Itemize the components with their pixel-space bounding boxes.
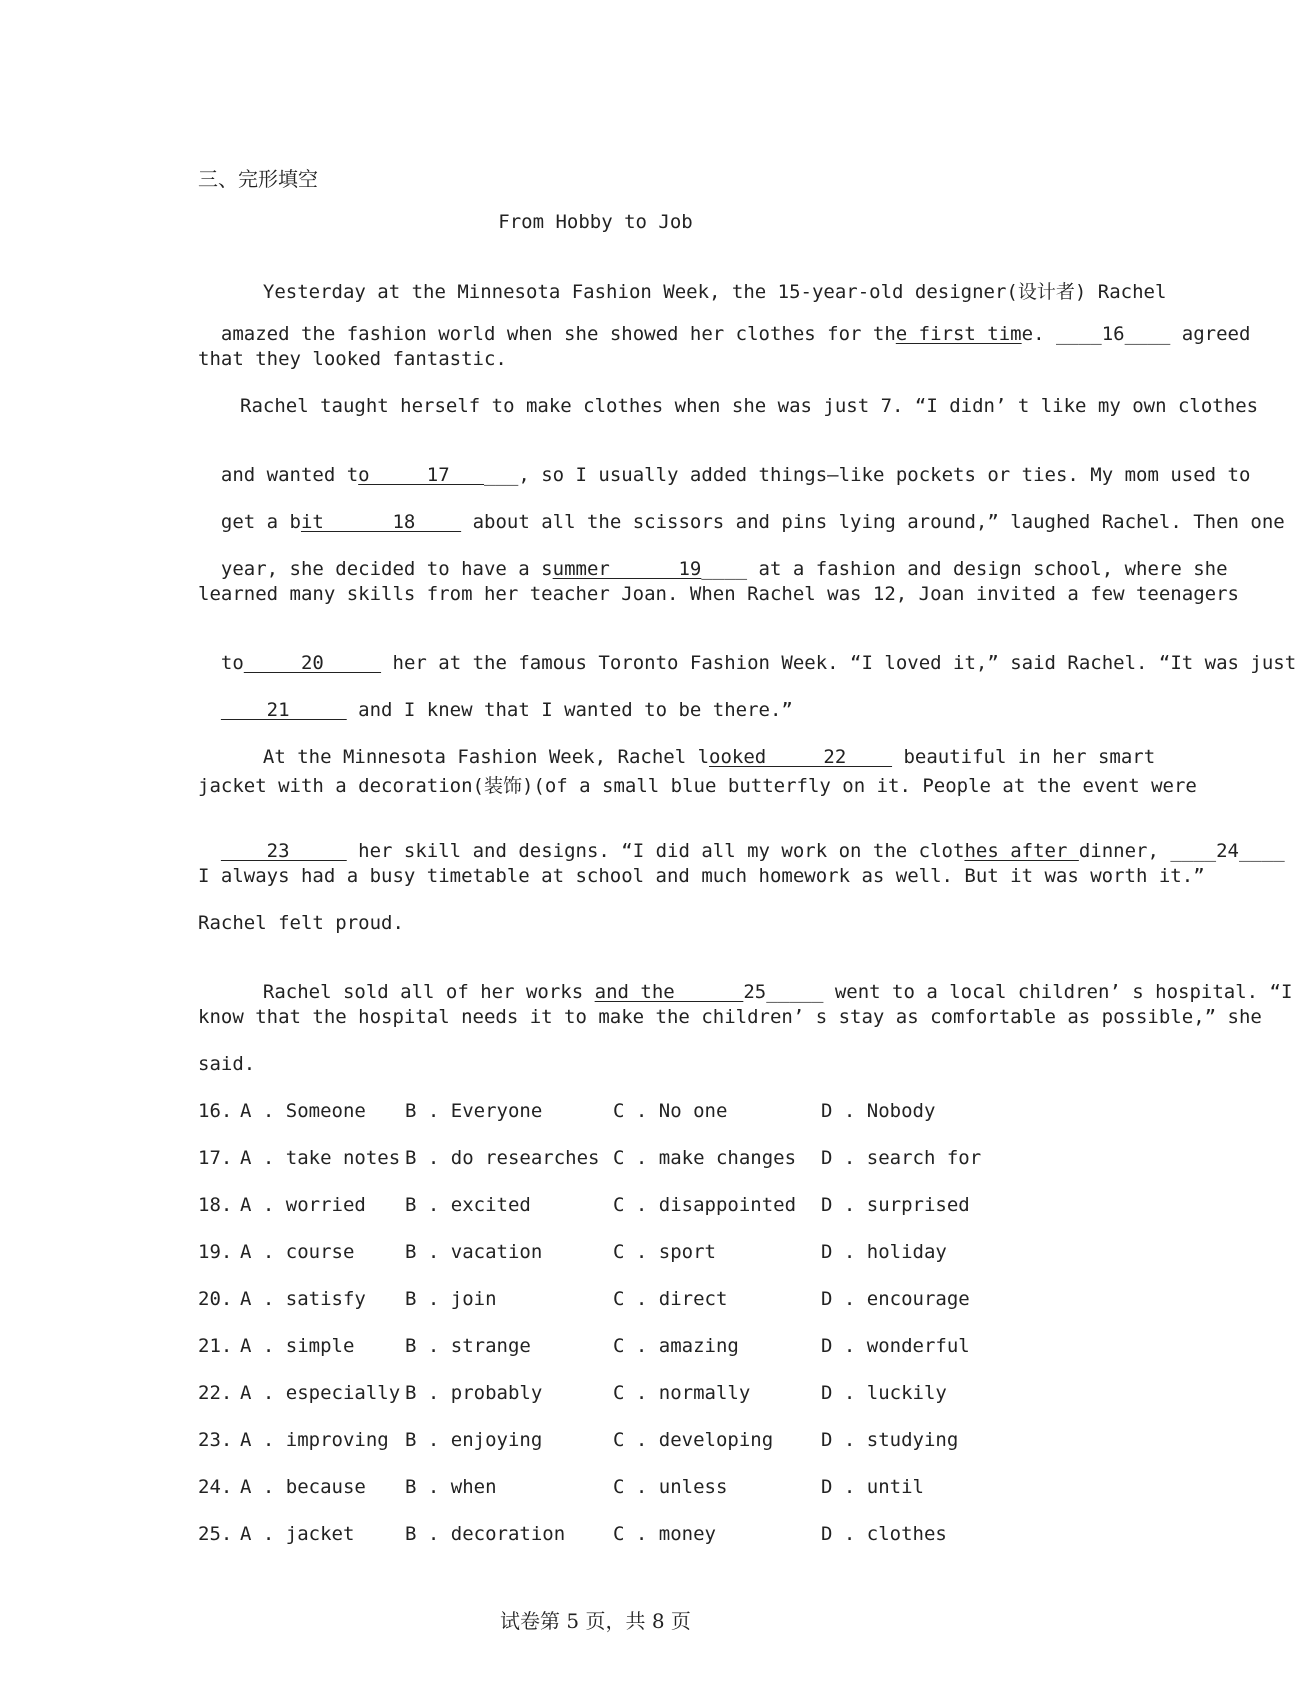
p1-line-2-text: amazed the fashion world when she showed her clothes for th <box>220 323 896 345</box>
page-footer: 试卷第 5 页，共 8 页 <box>500 1609 691 1633</box>
p4-line-1-text-b: 25_____ went to a local children’ s hospital. “I <box>743 981 1293 1003</box>
option-b: B . decoration <box>405 1523 566 1545</box>
passage-title: From Hobby to Job <box>498 211 693 233</box>
blank-24: ____24____ <box>1170 840 1285 862</box>
option-a: A . because <box>240 1476 366 1498</box>
p4-line-3: said. <box>198 1053 256 1075</box>
option-c: C . developing <box>613 1429 774 1451</box>
option-d: D . holiday <box>821 1241 947 1263</box>
question-number: 24. <box>198 1476 233 1498</box>
p2-line-6-text-b: her at the famous Toronto Fashion Week. “I loved it,” said Rachel. “It was just <box>381 652 1296 674</box>
question-row <box>198 1335 970 1382</box>
p2-line-7-text: and I knew that I wanted to be there.” <box>346 699 793 721</box>
p3-line-3-text-b: dinner, <box>1078 840 1171 862</box>
p1-line-3: that they looked fantastic. <box>198 348 507 370</box>
option-b: B . when <box>405 1476 497 1498</box>
option-a: A . worried <box>240 1194 366 1216</box>
p2-line-6 <box>198 630 1296 674</box>
question-number: 18. <box>198 1194 233 1216</box>
option-b: B . Everyone <box>405 1100 543 1122</box>
option-c: C . unless <box>613 1476 728 1498</box>
p2-line-5: learned many skills from her teacher Joan. When Rachel was 12, Joan invited a few teenagers <box>198 583 1239 605</box>
p2-line-4-text: year, she decided to have a s <box>220 558 553 580</box>
question-number: 21. <box>198 1335 233 1357</box>
question-row <box>198 1523 947 1570</box>
p4-line-1-text: Rachel sold all of her works <box>262 981 595 1003</box>
option-b: B . vacation <box>405 1241 543 1263</box>
blank-17: o 17 <box>358 464 485 486</box>
p1-line-2-text-c: agreed <box>1170 323 1251 345</box>
question-number: 23. <box>198 1429 233 1451</box>
p1-line-2 <box>198 301 1250 345</box>
option-c: C . No one <box>613 1100 728 1122</box>
option-d: D . until <box>821 1476 924 1498</box>
p3-underlined-text: hes after <box>964 840 1079 862</box>
blank-20: 20 <box>243 652 382 674</box>
option-d: D . luckily <box>821 1382 947 1404</box>
option-d: D . clothes <box>821 1523 947 1545</box>
option-c: C . direct <box>613 1288 728 1310</box>
option-b: B . enjoying <box>405 1429 543 1451</box>
p2-line-3-text-b: about all the scissors and pins lying around,” laughed Rachel. Then one <box>461 511 1285 533</box>
p3-line-1 <box>240 724 1155 768</box>
p1-underlined-text: e first tim <box>895 323 1022 345</box>
p2-line-2-text: and wanted t <box>220 464 359 486</box>
option-b: B . excited <box>405 1194 531 1216</box>
question-number: 19. <box>198 1241 233 1263</box>
p3-line-1-text: At the Minnesota Fashion Week, Rachel l <box>262 746 710 768</box>
question-row <box>198 1288 970 1335</box>
option-a: A . especially <box>240 1382 401 1404</box>
p2-line-1: Rachel taught herself to make clothes when she was just 7. “I didn’ t like my own clothes <box>240 395 1259 417</box>
option-a: A . improving <box>240 1429 389 1451</box>
p2-line-4-text-b: ____ at a fashion and design school, where she <box>701 558 1228 580</box>
question-row <box>198 1476 924 1523</box>
p2-line-7 <box>198 677 793 721</box>
p2-line-3 <box>198 489 1285 533</box>
option-a: A . satisfy <box>240 1288 366 1310</box>
option-b: B . probably <box>405 1382 543 1404</box>
option-a: A . Someone <box>240 1100 366 1122</box>
question-number: 20. <box>198 1288 233 1310</box>
option-a: A . simple <box>240 1335 355 1357</box>
blank-25: and the <box>594 981 744 1003</box>
p3-line-3-text: her skill and designs. “I did all my work on the clot <box>346 840 965 862</box>
p3-line-1-text-b: beautiful in her smart <box>892 746 1156 768</box>
question-row <box>198 1194 970 1241</box>
p1-line-1-text: Yesterday at the Minnesota Fashion Week, the 15 <box>262 281 801 303</box>
option-c: C . normally <box>613 1382 751 1404</box>
question-row <box>198 1241 947 1288</box>
p4-line-2: know that the hospital needs it to make the children’ s stay as comfortable as possible,” she <box>198 1006 1262 1028</box>
option-b: B . strange <box>405 1335 531 1357</box>
p2-line-4 <box>198 536 1228 580</box>
option-c: C . money <box>613 1523 716 1545</box>
question-row <box>198 1147 982 1194</box>
option-b: B . join <box>405 1288 497 1310</box>
blank-19: ummer 19 <box>552 558 702 580</box>
p3-line-5: Rachel felt proud. <box>198 912 404 934</box>
section-heading: 三、完形填空 <box>198 167 318 191</box>
blank-16: ____16____ <box>1055 323 1171 345</box>
p2-line-3-text: get a b <box>220 511 301 533</box>
question-row <box>198 1100 936 1147</box>
p3-line-2: jacket with a decoration(装饰)(of a small blue butterfly on it. People at the event were <box>198 775 1197 797</box>
option-c: C . disappointed <box>613 1194 797 1216</box>
p2-line-2-text-b: ___, so I usually added things—like pockets or ties. My mom used to <box>484 464 1251 486</box>
option-a: A . jacket <box>240 1523 355 1545</box>
question-number: 16. <box>198 1100 233 1122</box>
option-a: A . course <box>240 1241 355 1263</box>
blank-21: 21 <box>220 699 347 721</box>
p1-line-2-text-b: e. <box>1021 323 1056 345</box>
p4-line-1 <box>240 959 1292 1003</box>
blank-22: ooked 22 <box>709 746 893 768</box>
question-number: 17. <box>198 1147 233 1169</box>
option-d: D . wonderful <box>821 1335 970 1357</box>
option-a: A . take notes <box>240 1147 401 1169</box>
option-c: C . sport <box>613 1241 716 1263</box>
option-d: D . surprised <box>821 1194 970 1216</box>
option-d: D . search for <box>821 1147 982 1169</box>
p1-line-1-text-b: -year-old designer(设计者) Rachel <box>800 281 1167 303</box>
question-number: 22. <box>198 1382 233 1404</box>
question-row <box>198 1382 947 1429</box>
blank-18: it 18 <box>300 511 462 533</box>
blank-23: 23 <box>220 840 347 862</box>
question-row <box>198 1429 959 1476</box>
p1-line-1 <box>240 255 1166 304</box>
option-d: D . studying <box>821 1429 959 1451</box>
p2-line-6-text: to <box>220 652 244 674</box>
option-d: D . Nobody <box>821 1100 936 1122</box>
option-d: D . encourage <box>821 1288 970 1310</box>
p3-line-3 <box>198 818 1285 862</box>
option-b: B . do researches <box>405 1147 600 1169</box>
p2-line-2 <box>198 442 1250 486</box>
option-c: C . amazing <box>613 1335 739 1357</box>
p3-line-4: I always had a busy timetable at school and much homework as well. But it was worth it.” <box>198 865 1205 887</box>
question-number: 25. <box>198 1523 233 1545</box>
option-c: C . make changes <box>613 1147 797 1169</box>
